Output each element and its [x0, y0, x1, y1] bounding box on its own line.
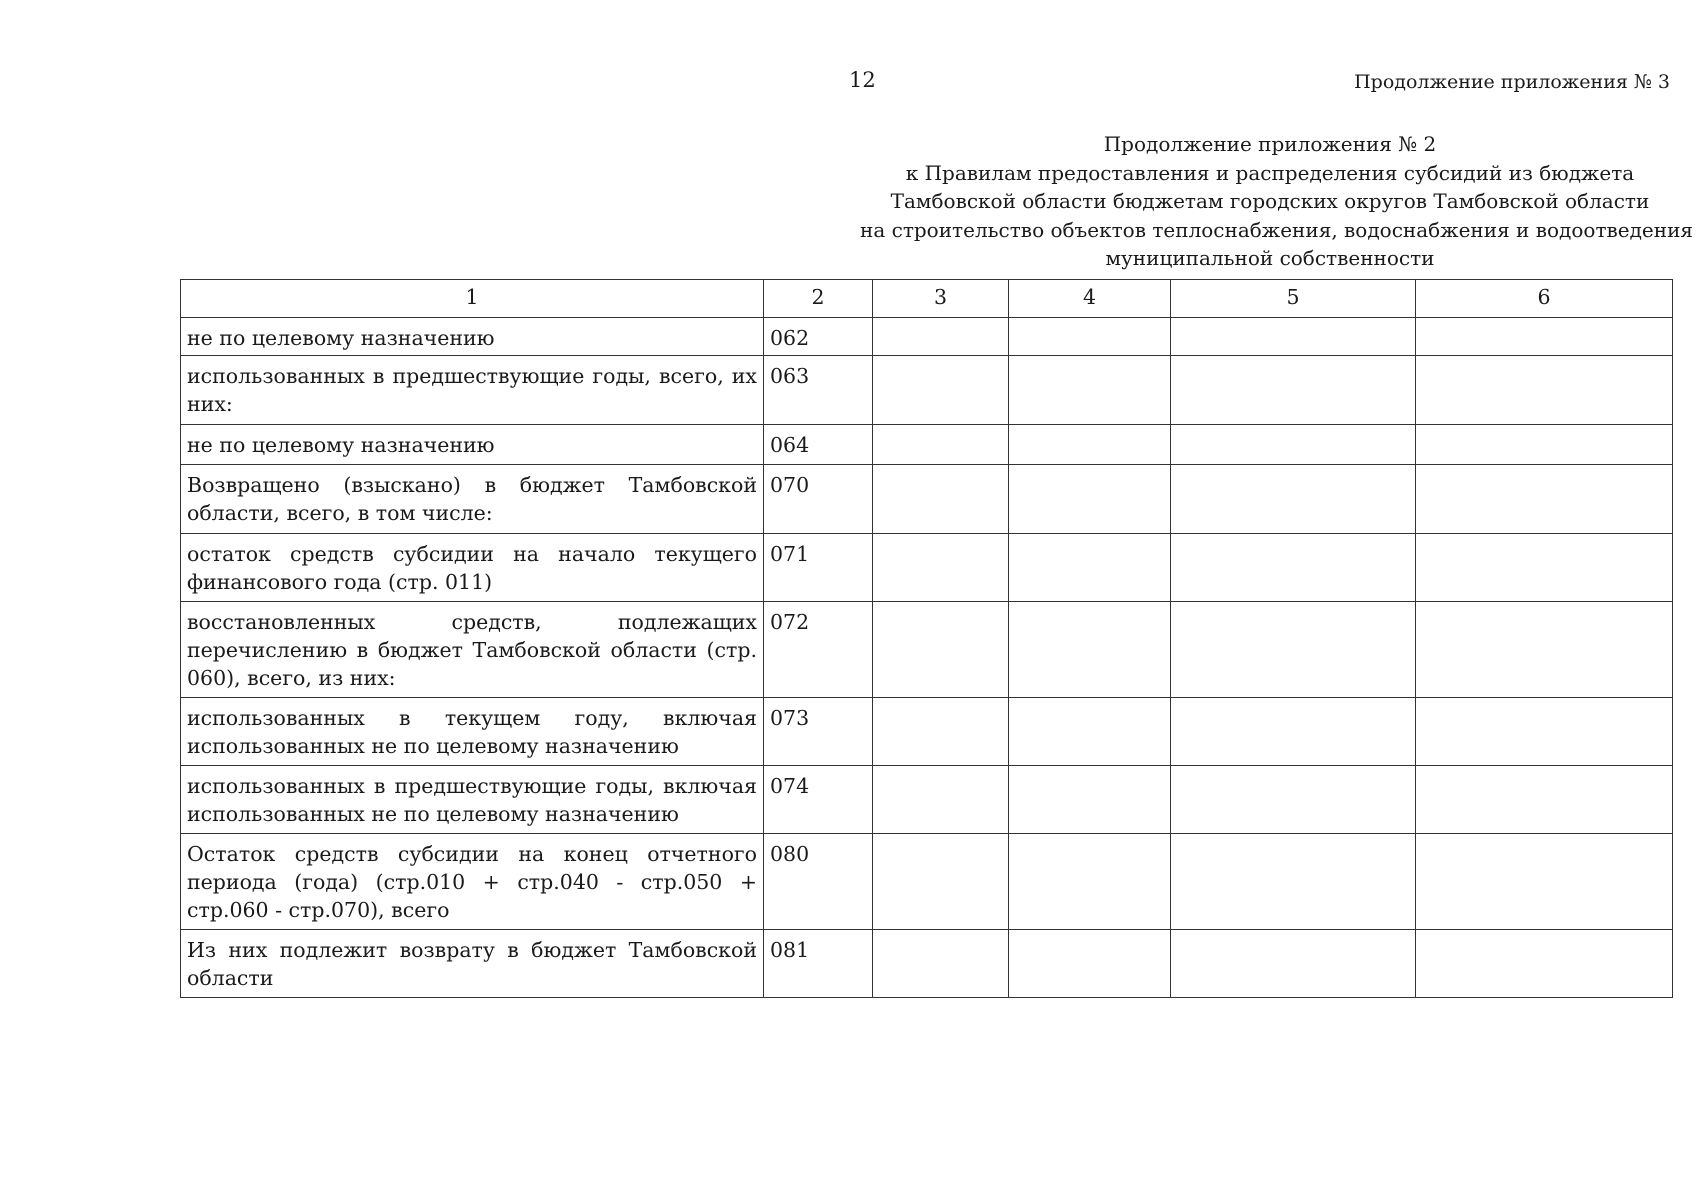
- table-cell: [873, 602, 1009, 698]
- table-cell: [873, 930, 1009, 998]
- table-cell: [1171, 465, 1416, 534]
- table-row: [181, 930, 1673, 998]
- row-code: 074: [764, 766, 873, 834]
- row-code: 072: [764, 602, 873, 698]
- continuation-label: Продолжение приложения № 3: [1354, 71, 1670, 93]
- header-line: Продолжение приложения № 2: [1103, 132, 1437, 156]
- header-line: Тамбовской области бюджетам городских округов Тамбовской области: [890, 189, 1650, 213]
- table-cell: [1416, 425, 1673, 465]
- table-cell: [1009, 425, 1171, 465]
- table-row: [181, 425, 1673, 465]
- table-cell: [1171, 534, 1416, 602]
- table-cell: [1171, 698, 1416, 766]
- table-row: [181, 356, 1673, 425]
- table-cell: [1416, 766, 1673, 834]
- table-cell: [1416, 534, 1673, 602]
- table-cell: [1171, 834, 1416, 930]
- table-cell: [873, 356, 1009, 425]
- row-code: 073: [764, 698, 873, 766]
- column-header: 5: [1171, 280, 1416, 318]
- table-cell: [873, 698, 1009, 766]
- table-cell: [1171, 425, 1416, 465]
- row-description: использованных в предшествующие годы, включая использованных не по целевому назначению: [181, 766, 764, 834]
- row-code: 081: [764, 930, 873, 998]
- row-description: Остаток средств субсидии на конец отчетного периода (года) (стр.010 + стр.040 - стр.050 + стр.060 - стр.070), всего: [181, 834, 764, 930]
- column-header: 2: [764, 280, 873, 318]
- header-line: муниципальной собственности: [1105, 246, 1435, 270]
- table-row: [181, 698, 1673, 766]
- header-line: к Правилам предоставления и распределения субсидий из бюджета: [905, 160, 1635, 185]
- table-cell: [1416, 318, 1673, 356]
- table-cell: [1009, 834, 1171, 930]
- page-number: 12: [849, 68, 876, 92]
- table-cell: [1171, 930, 1416, 998]
- column-header: 4: [1009, 280, 1171, 318]
- row-description: Возвращено (взыскано) в бюджет Тамбовской области, всего, в том числе:: [181, 465, 764, 534]
- row-description: не по целевому назначению: [181, 425, 764, 465]
- table-cell: [873, 834, 1009, 930]
- table-row: [181, 318, 1673, 356]
- table-cell: [1171, 766, 1416, 834]
- row-code: 071: [764, 534, 873, 602]
- row-code: 062: [764, 318, 873, 356]
- row-description: остаток средств субсидии на начало текущего финансового года (стр. 011): [181, 534, 764, 602]
- table-cell: [1009, 534, 1171, 602]
- table-cell: [1416, 930, 1673, 998]
- table-cell: [1416, 356, 1673, 425]
- table-cell: [1416, 834, 1673, 930]
- row-description: не по целевому назначению: [181, 318, 764, 356]
- table-cell: [1171, 356, 1416, 425]
- table-cell: [1416, 465, 1673, 534]
- table-cell: [1009, 356, 1171, 425]
- table-cell: [1009, 930, 1171, 998]
- row-code: 063: [764, 356, 873, 425]
- table-cell: [1416, 602, 1673, 698]
- table-row: [181, 534, 1673, 602]
- report-table: [180, 279, 1673, 998]
- row-description: использованных в предшествующие годы, всего, их них:: [181, 356, 764, 425]
- table-cell: [873, 766, 1009, 834]
- table-header-row: [181, 280, 1673, 318]
- column-header: 1: [181, 280, 764, 318]
- row-description: использованных в текущем году, включая использованных не по целевому назначению: [181, 698, 764, 766]
- table-cell: [1009, 766, 1171, 834]
- column-header: 6: [1416, 280, 1673, 318]
- row-code: 064: [764, 425, 873, 465]
- appendix-header: [860, 130, 1694, 273]
- column-header: 3: [873, 280, 1009, 318]
- table-cell: [1009, 318, 1171, 356]
- header-line: на строительство объектов теплоснабжения, водоснабжения и водоотведения: [860, 217, 1694, 242]
- row-description: Из них подлежит возврату в бюджет Тамбовской области: [181, 930, 764, 998]
- table-row: [181, 602, 1673, 698]
- table-cell: [1171, 602, 1416, 698]
- table-cell: [1171, 318, 1416, 356]
- table-cell: [873, 465, 1009, 534]
- table-cell: [873, 425, 1009, 465]
- table-cell: [873, 318, 1009, 356]
- table-cell: [1009, 698, 1171, 766]
- table-cell: [1416, 698, 1673, 766]
- row-code: 070: [764, 465, 873, 534]
- table-cell: [873, 534, 1009, 602]
- table-row: [181, 465, 1673, 534]
- table-row: [181, 766, 1673, 834]
- row-description: восстановленных средств, подлежащих перечислению в бюджет Тамбовской области (стр. 060), всего, из них:: [181, 602, 764, 698]
- table-cell: [1009, 602, 1171, 698]
- row-code: 080: [764, 834, 873, 930]
- table-row: [181, 834, 1673, 930]
- table-cell: [1009, 465, 1171, 534]
